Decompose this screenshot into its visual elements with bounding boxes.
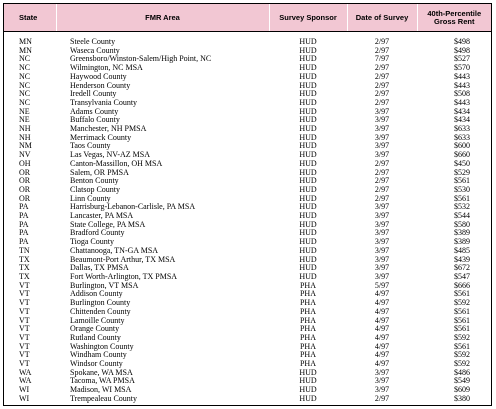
state-cell: NC bbox=[19, 90, 31, 99]
state-cell: PA bbox=[19, 203, 29, 212]
gross-rent-cell: $389 bbox=[454, 229, 470, 238]
survey-sponsor-cell: HUD bbox=[299, 107, 317, 116]
survey-sponsor-cell: HUD bbox=[299, 125, 317, 134]
fmr-area-cell: Bradford County bbox=[70, 229, 125, 238]
table-row bbox=[4, 299, 491, 308]
table-row bbox=[4, 377, 491, 386]
gross-rent-cell: $389 bbox=[454, 238, 470, 247]
fmr-area-cell: Taos County bbox=[70, 142, 111, 151]
table-row bbox=[4, 369, 491, 378]
fmr-area-cell: Addison County bbox=[70, 290, 123, 299]
survey-date-cell: 4/97 bbox=[374, 333, 390, 342]
survey-sponsor-cell: HUD bbox=[299, 55, 317, 64]
survey-sponsor-cell: PHA bbox=[299, 299, 316, 308]
fmr-area-cell: Lancaster, PA MSA bbox=[70, 212, 134, 221]
survey-sponsor-cell: HUD bbox=[299, 142, 317, 151]
table-row bbox=[4, 386, 491, 395]
gross-rent-cell: $485 bbox=[454, 246, 470, 255]
survey-sponsor-cell: HUD bbox=[299, 229, 317, 238]
survey-date-cell: 2/97 bbox=[374, 98, 390, 107]
gross-rent-cell: $549 bbox=[454, 377, 470, 386]
survey-date-cell: 4/97 bbox=[374, 360, 390, 369]
survey-date-cell: 3/97 bbox=[374, 229, 390, 238]
survey-sponsor-cell: HUD bbox=[299, 377, 317, 386]
survey-sponsor-cell: PHA bbox=[299, 333, 316, 342]
survey-date-cell: 4/97 bbox=[374, 342, 390, 351]
survey-sponsor-cell: PHA bbox=[299, 325, 316, 334]
survey-sponsor-cell: PHA bbox=[299, 316, 316, 325]
table-row bbox=[4, 334, 491, 343]
fmr-area-cell: Lamoille County bbox=[70, 316, 125, 325]
fmr-area-cell: Salem, OR PMSA bbox=[70, 168, 129, 177]
state-cell: VT bbox=[19, 333, 30, 342]
gross-rent-cell: $532 bbox=[454, 203, 470, 212]
fmr-table-document bbox=[3, 3, 492, 406]
survey-date-cell: 3/97 bbox=[374, 238, 390, 247]
gross-rent-cell: $592 bbox=[454, 360, 470, 369]
survey-date-cell: 4/97 bbox=[374, 299, 390, 308]
state-cell: OR bbox=[19, 168, 31, 177]
fmr-area-cell: Buffalo County bbox=[70, 116, 120, 125]
survey-date-cell: 2/97 bbox=[374, 64, 390, 73]
gross-rent-cell: $508 bbox=[454, 90, 470, 99]
table-row bbox=[4, 151, 491, 160]
survey-date-cell: 2/97 bbox=[374, 37, 390, 46]
survey-date-cell: 3/97 bbox=[374, 220, 390, 229]
survey-date-cell: 3/97 bbox=[374, 368, 390, 377]
gross-rent-cell: $486 bbox=[454, 368, 470, 377]
state-cell: TX bbox=[19, 255, 30, 264]
survey-sponsor-cell: HUD bbox=[299, 151, 317, 160]
gross-rent-cell: $609 bbox=[454, 386, 470, 395]
survey-sponsor-cell: HUD bbox=[299, 220, 317, 229]
gross-rent-cell: $592 bbox=[454, 351, 470, 360]
survey-sponsor-cell: HUD bbox=[299, 159, 317, 168]
fmr-area-cell: Trempealeau County bbox=[70, 394, 138, 403]
fmr-area-cell: Waseca County bbox=[70, 46, 120, 55]
survey-date-cell: 4/97 bbox=[374, 325, 390, 334]
table-row bbox=[4, 395, 491, 404]
survey-sponsor-cell: HUD bbox=[299, 386, 317, 395]
survey-date-cell: 2/97 bbox=[374, 46, 390, 55]
state-cell: WA bbox=[19, 377, 32, 386]
survey-sponsor-cell: HUD bbox=[299, 168, 317, 177]
table-row bbox=[4, 273, 491, 282]
survey-date-cell: 3/97 bbox=[374, 377, 390, 386]
survey-sponsor-cell: HUD bbox=[299, 90, 317, 99]
survey-date-cell: 3/97 bbox=[374, 107, 390, 116]
fmr-area-cell: Rutland County bbox=[70, 333, 121, 342]
survey-sponsor-cell: HUD bbox=[299, 255, 317, 264]
gross-rent-cell: $600 bbox=[454, 142, 470, 151]
survey-date-cell: 4/97 bbox=[374, 351, 390, 360]
survey-sponsor-cell: HUD bbox=[299, 133, 317, 142]
survey-date-cell: 2/97 bbox=[374, 185, 390, 194]
table-row bbox=[4, 360, 491, 369]
fmr-area-cell: Manchester, NH PMSA bbox=[70, 125, 147, 134]
fmr-area-cell: Transylvania County bbox=[70, 98, 138, 107]
fmr-area-cell: Merrimack County bbox=[70, 133, 132, 142]
survey-date-cell: 3/97 bbox=[374, 116, 390, 125]
survey-date-cell: 2/97 bbox=[374, 194, 390, 203]
table-row bbox=[4, 55, 491, 64]
fmr-survey-table bbox=[4, 4, 491, 404]
survey-date-cell: 3/97 bbox=[374, 255, 390, 264]
survey-date-cell: 4/97 bbox=[374, 316, 390, 325]
gross-rent-cell: $380 bbox=[454, 394, 470, 403]
table-row bbox=[4, 282, 491, 291]
survey-date-cell: 7/97 bbox=[374, 55, 390, 64]
survey-date-cell: 3/97 bbox=[374, 212, 390, 221]
gross-rent-cell: $672 bbox=[454, 264, 470, 273]
table-row bbox=[4, 90, 491, 99]
fmr-area-cell: Tioga County bbox=[70, 238, 114, 247]
survey-date-cell: 3/97 bbox=[374, 142, 390, 151]
gross-rent-cell: $443 bbox=[454, 81, 470, 90]
survey-sponsor-cell: PHA bbox=[299, 290, 316, 299]
state-cell: NE bbox=[19, 107, 30, 116]
gross-rent-cell: $592 bbox=[454, 333, 470, 342]
survey-sponsor-cell: HUD bbox=[299, 246, 317, 255]
survey-date-cell: 2/97 bbox=[374, 168, 390, 177]
state-cell: VT bbox=[19, 342, 30, 351]
survey-date-cell: 3/97 bbox=[374, 125, 390, 134]
state-cell: VT bbox=[19, 360, 30, 369]
column-header-date-of-survey: Date of Survey bbox=[347, 4, 417, 32]
table-row bbox=[4, 116, 491, 125]
survey-sponsor-cell: HUD bbox=[299, 212, 317, 221]
state-cell: OR bbox=[19, 177, 31, 186]
fmr-area-cell: Washington County bbox=[70, 342, 134, 351]
gross-rent-cell: $633 bbox=[454, 133, 470, 142]
fmr-area-cell: Linn County bbox=[70, 194, 111, 203]
table-row bbox=[4, 229, 491, 238]
fmr-area-cell: Steele County bbox=[70, 37, 116, 46]
state-cell: OH bbox=[19, 159, 31, 168]
table-row bbox=[4, 160, 491, 169]
survey-date-cell: 3/97 bbox=[374, 203, 390, 212]
state-cell: VT bbox=[19, 325, 30, 334]
survey-sponsor-cell: HUD bbox=[299, 177, 317, 186]
survey-sponsor-cell: HUD bbox=[299, 37, 317, 46]
state-cell: PA bbox=[19, 212, 29, 221]
state-cell: VT bbox=[19, 290, 30, 299]
fmr-area-cell: Iredell County bbox=[70, 90, 117, 99]
state-cell: NC bbox=[19, 81, 31, 90]
survey-date-cell: 3/97 bbox=[374, 133, 390, 142]
survey-date-cell: 4/97 bbox=[374, 290, 390, 299]
table-row bbox=[4, 64, 491, 73]
gross-rent-cell: $580 bbox=[454, 220, 470, 229]
gross-rent-cell: $666 bbox=[454, 281, 470, 290]
table-row bbox=[4, 212, 491, 221]
gross-rent-cell: $570 bbox=[454, 64, 470, 73]
fmr-area-cell: Harrisburg-Lebanon-Carlisle, PA MSA bbox=[70, 203, 196, 212]
survey-sponsor-cell: PHA bbox=[299, 281, 316, 290]
fmr-area-cell: Clatsop County bbox=[70, 185, 121, 194]
table-body bbox=[4, 32, 491, 404]
fmr-area-cell: Windham County bbox=[70, 351, 127, 360]
table-row bbox=[4, 256, 491, 265]
fmr-area-cell: Orange County bbox=[70, 325, 120, 334]
table-row bbox=[4, 221, 491, 230]
gross-rent-cell: $547 bbox=[454, 272, 470, 281]
header-row bbox=[4, 4, 491, 32]
gross-rent-cell: $529 bbox=[454, 168, 470, 177]
gross-rent-cell: $561 bbox=[454, 307, 470, 316]
column-header-survey-sponsor: Survey Sponsor bbox=[269, 4, 347, 32]
gross-rent-cell: $561 bbox=[454, 177, 470, 186]
table-row bbox=[4, 169, 491, 178]
state-cell: PA bbox=[19, 220, 29, 229]
column-header-state: State bbox=[4, 4, 56, 32]
survey-sponsor-cell: HUD bbox=[299, 72, 317, 81]
fmr-area-cell: Burlington, VT MSA bbox=[70, 281, 139, 290]
state-cell: NV bbox=[19, 151, 31, 160]
table-row bbox=[4, 99, 491, 108]
table-row bbox=[4, 290, 491, 299]
gross-rent-cell: $544 bbox=[454, 212, 470, 221]
fmr-area-cell: Tacoma, WA PMSA bbox=[70, 377, 135, 386]
state-cell: NC bbox=[19, 98, 31, 107]
survey-date-cell: 2/97 bbox=[374, 159, 390, 168]
survey-sponsor-cell: HUD bbox=[299, 394, 317, 403]
table-row bbox=[4, 308, 491, 317]
state-cell: VT bbox=[19, 299, 30, 308]
survey-date-cell: 3/97 bbox=[374, 264, 390, 273]
survey-sponsor-cell: HUD bbox=[299, 46, 317, 55]
survey-date-cell: 5/97 bbox=[374, 281, 390, 290]
fmr-area-cell: Haywood County bbox=[70, 72, 127, 81]
state-cell: NC bbox=[19, 55, 31, 64]
gross-rent-cell: $561 bbox=[454, 316, 470, 325]
column-header-fmr-area: FMR Area bbox=[56, 4, 269, 32]
survey-date-cell: 2/97 bbox=[374, 394, 390, 403]
state-cell: NC bbox=[19, 72, 31, 81]
survey-date-cell: 3/97 bbox=[374, 272, 390, 281]
survey-date-cell: 2/97 bbox=[374, 72, 390, 81]
fmr-area-cell: Las Vegas, NV-AZ MSA bbox=[70, 151, 150, 160]
state-cell: NE bbox=[19, 116, 30, 125]
fmr-area-cell: Chattanooga, TN-GA MSA bbox=[70, 246, 159, 255]
fmr-area-cell: Canton-Massillon, OH MSA bbox=[70, 159, 163, 168]
state-cell: TX bbox=[19, 272, 30, 281]
state-cell: VT bbox=[19, 281, 30, 290]
state-cell: VT bbox=[19, 316, 30, 325]
state-cell: NC bbox=[19, 64, 31, 73]
survey-sponsor-cell: HUD bbox=[299, 185, 317, 194]
survey-date-cell: 2/97 bbox=[374, 90, 390, 99]
gross-rent-cell: $561 bbox=[454, 325, 470, 334]
table-row bbox=[4, 203, 491, 212]
fmr-area-cell: Beaumont-Port Arthur, TX MSA bbox=[70, 255, 176, 264]
table-row bbox=[4, 247, 491, 256]
survey-sponsor-cell: HUD bbox=[299, 98, 317, 107]
gross-rent-cell: $450 bbox=[454, 159, 470, 168]
fmr-area-cell: Windsor County bbox=[70, 360, 123, 369]
fmr-area-cell: Dallas, TX PMSA bbox=[70, 264, 129, 273]
table-row bbox=[4, 186, 491, 195]
table-row bbox=[4, 177, 491, 186]
gross-rent-cell: $434 bbox=[454, 116, 470, 125]
table-row bbox=[4, 73, 491, 82]
survey-date-cell: 3/97 bbox=[374, 246, 390, 255]
fmr-area-cell: Chittenden County bbox=[70, 307, 131, 316]
survey-sponsor-cell: HUD bbox=[299, 272, 317, 281]
survey-date-cell: 2/97 bbox=[374, 81, 390, 90]
gross-rent-cell: $439 bbox=[454, 255, 470, 264]
survey-sponsor-cell: PHA bbox=[299, 342, 316, 351]
state-cell: PA bbox=[19, 238, 29, 247]
fmr-area-cell: Wilmington, NC MSA bbox=[70, 64, 143, 73]
gross-rent-cell: $498 bbox=[454, 46, 470, 55]
gross-rent-cell: $498 bbox=[454, 37, 470, 46]
survey-sponsor-cell: HUD bbox=[299, 264, 317, 273]
state-cell: NH bbox=[19, 133, 31, 142]
survey-sponsor-cell: PHA bbox=[299, 307, 316, 316]
table-header bbox=[4, 4, 491, 32]
survey-sponsor-cell: HUD bbox=[299, 116, 317, 125]
fmr-area-cell: Burlington County bbox=[70, 299, 131, 308]
gross-rent-cell: $561 bbox=[454, 342, 470, 351]
state-cell: WA bbox=[19, 368, 32, 377]
survey-sponsor-cell: HUD bbox=[299, 64, 317, 73]
survey-date-cell: 4/97 bbox=[374, 307, 390, 316]
survey-date-cell: 3/97 bbox=[374, 386, 390, 395]
state-cell: VT bbox=[19, 351, 30, 360]
survey-sponsor-cell: HUD bbox=[299, 238, 317, 247]
table-row bbox=[4, 142, 491, 151]
table-row bbox=[4, 32, 491, 47]
survey-date-cell: 2/97 bbox=[374, 177, 390, 186]
table-row bbox=[4, 47, 491, 56]
table-row bbox=[4, 351, 491, 360]
survey-date-cell: 3/97 bbox=[374, 151, 390, 160]
state-cell: TN bbox=[19, 246, 30, 255]
table-row bbox=[4, 195, 491, 204]
state-cell: MN bbox=[19, 46, 32, 55]
gross-rent-cell: $443 bbox=[454, 72, 470, 81]
fmr-area-cell: Greensboro/Winston-Salem/High Point, NC bbox=[70, 55, 212, 64]
state-cell: PA bbox=[19, 229, 29, 238]
survey-sponsor-cell: HUD bbox=[299, 203, 317, 212]
table-row bbox=[4, 108, 491, 117]
gross-rent-cell: $561 bbox=[454, 290, 470, 299]
table-row bbox=[4, 125, 491, 134]
table-row bbox=[4, 325, 491, 334]
survey-sponsor-cell: PHA bbox=[299, 360, 316, 369]
state-cell: WI bbox=[19, 386, 30, 395]
fmr-area-cell: Spokane, WA MSA bbox=[70, 368, 133, 377]
survey-sponsor-cell: PHA bbox=[299, 351, 316, 360]
table-row bbox=[4, 264, 491, 273]
table-row bbox=[4, 238, 491, 247]
fmr-area-cell: Adams County bbox=[70, 107, 119, 116]
survey-sponsor-cell: HUD bbox=[299, 194, 317, 203]
table-row bbox=[4, 317, 491, 326]
column-header-gross-rent: 40th-Percentile Gross Rent bbox=[417, 4, 491, 32]
state-cell: NM bbox=[19, 142, 32, 151]
survey-sponsor-cell: HUD bbox=[299, 368, 317, 377]
state-cell: TX bbox=[19, 264, 30, 273]
gross-rent-cell: $530 bbox=[454, 185, 470, 194]
gross-rent-cell: $592 bbox=[454, 299, 470, 308]
state-cell: VT bbox=[19, 307, 30, 316]
gross-rent-cell: $527 bbox=[454, 55, 470, 64]
fmr-area-cell: Henderson County bbox=[70, 81, 131, 90]
fmr-area-cell: Fort Worth-Arlington, TX PMSA bbox=[70, 272, 178, 281]
state-cell: WI bbox=[19, 394, 30, 403]
gross-rent-cell: $561 bbox=[454, 194, 470, 203]
fmr-area-cell: Benton County bbox=[70, 177, 119, 186]
gross-rent-cell: $660 bbox=[454, 151, 470, 160]
gross-rent-cell: $633 bbox=[454, 125, 470, 134]
state-cell: MN bbox=[19, 37, 32, 46]
survey-sponsor-cell: HUD bbox=[299, 81, 317, 90]
state-cell: OR bbox=[19, 185, 31, 194]
fmr-area-cell: Madison, WI MSA bbox=[70, 386, 132, 395]
gross-rent-cell: $443 bbox=[454, 98, 470, 107]
table-row bbox=[4, 343, 491, 352]
table-row bbox=[4, 134, 491, 143]
fmr-area-cell: State College, PA MSA bbox=[70, 220, 146, 229]
table-row bbox=[4, 82, 491, 91]
gross-rent-cell: $434 bbox=[454, 107, 470, 116]
state-cell: NH bbox=[19, 125, 31, 134]
state-cell: OR bbox=[19, 194, 31, 203]
